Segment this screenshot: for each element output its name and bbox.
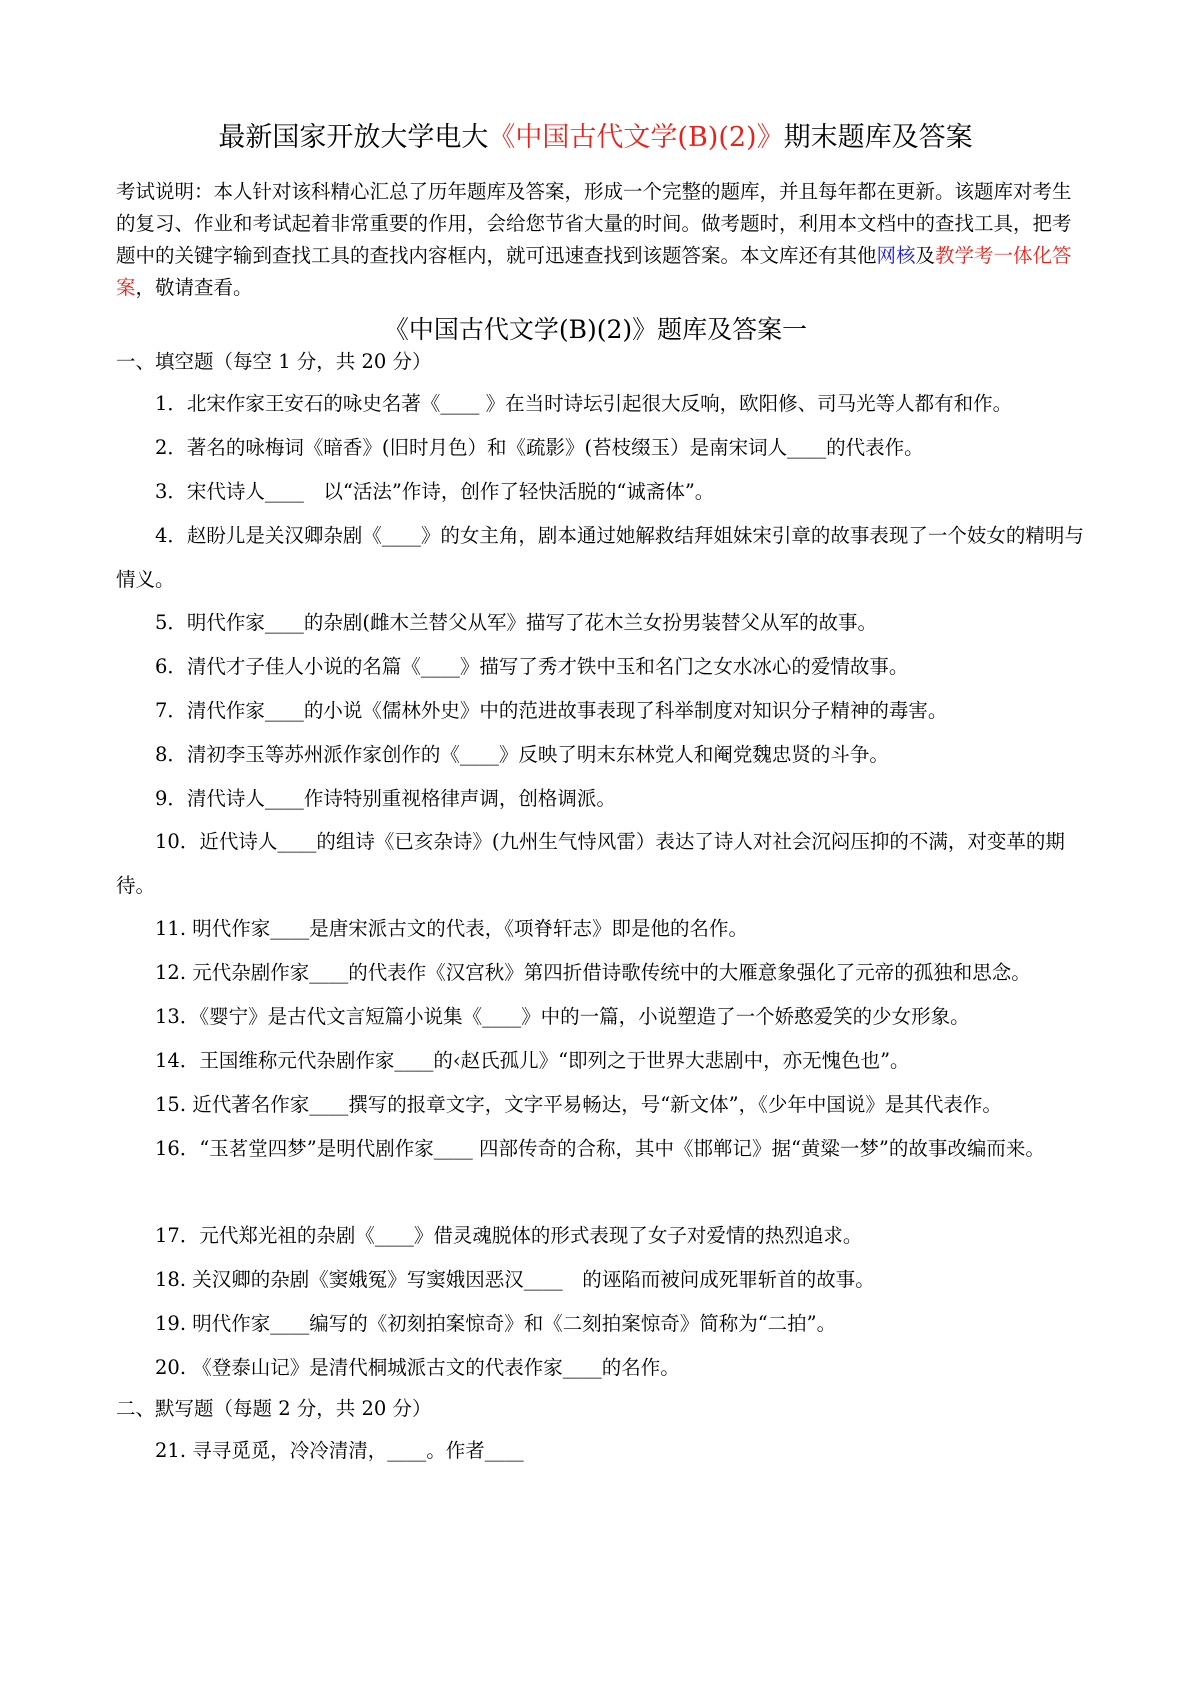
document-subtitle: 《中国古代文学(B)(2)》题库及答案一 [383, 315, 808, 344]
question-20: 20. 《登泰山记》是清代桐城派古文的代表作家____的名作。 [155, 1356, 680, 1379]
question-16: 16．“玉茗堂四梦”是明代剧作家____ 四部传奇的合称，其中《邯郸记》据“黄粱一梦”的故事改编而来。 [155, 1137, 1045, 1160]
title-suffix: 期末题库及答案 [783, 122, 973, 153]
question-8: 8．清初李玉等苏州派作家创作的《____》反映了明末东林党人和阉党魏忠贤的斗争。 [155, 743, 889, 766]
exam-instructions [116, 176, 1082, 304]
intro-ending: ，敬请查看。 [135, 276, 253, 299]
question-18: 18. 关汉卿的杂剧《窦娥冤》写窦娥因恶汉____ 的诬陷而被问成死罪斩首的故事。 [155, 1268, 875, 1291]
section-heading-fill-blanks: 一、填空题（每空 1 分，共 20 分） [116, 350, 432, 373]
question-19: 19. 明代作家____编写的《初刻拍案惊奇》和《二刻拍案惊奇》简称为“二拍”。 [155, 1312, 837, 1335]
question-2: 2．著名的咏梅词《暗香》(旧时月色）和《疏影》(苔枝缀玉）是南宋词人____的代表作。 [155, 436, 924, 459]
title-course-name: 《中国古代文学(B)(2)》 [488, 122, 784, 153]
document-title [0, 120, 1191, 156]
question-13: 13．《婴宁》是古代文言短篇小说集《____》中的一篇，小说塑造了一个娇憨爱笑的少女形象。 [155, 1005, 970, 1028]
intro-text: 考试说明：本人针对该科精心汇总了历年题库及答案，形成一个完整的题库，并且每年都在更新。该题库对考生的复习、作业和考试起着非常重要的作用，会给您节省大量的时间。做考题时，利用本文档中的查找工具，把考题中的关键字输到查找工具的查找内容框内，就可迅速查找到该题答案。本文库还有其他 [116, 180, 1072, 267]
question-4: 4．赵盼儿是关汉卿杂剧《____》的女主角，剧本通过她解救结拜姐妹宋引章的故事表现了一个妓女的精明与情义。 [116, 524, 1084, 591]
question-3: 3．宋代诗人____ 以“活法”作诗，创作了轻快活脱的“诚斋体”。 [155, 480, 715, 503]
question-9: 9．清代诗人____作诗特别重视格律声调，创格调派。 [155, 787, 616, 810]
section-heading-dictation: 二、默写题（每题 2 分，共 20 分） [116, 1397, 432, 1420]
question-14: 14．王国维称元代杂剧作家____的‹赵氏孤儿》“即列之于世界大悲剧中，亦无愧色也”。 [155, 1049, 910, 1072]
question-21: 21. 寻寻觅觅，冷冷清清，____。作者____ [155, 1439, 524, 1462]
question-10: 10．近代诗人____的组诗《已亥杂诗》(九州生气恃风雷）表达了诗人对社会沉闷压抑的不满，对变革的期待。 [116, 830, 1065, 897]
intro-conjunction: 及 [915, 244, 936, 267]
question-1: 1．北宋作家王安石的咏史名著《____ 》在当时诗坛引起很大反响，欧阳修、司马光等人都有和作。 [155, 392, 1013, 415]
intro-link-wanghe[interactable]: 网核 [876, 244, 916, 267]
title-prefix: 最新国家开放大学电大 [218, 122, 489, 153]
question-5: 5．明代作家____的杂剧(雌木兰替父从军》描写了花木兰女扮男装替父从军的故事。 [155, 611, 878, 634]
question-6: 6．清代才子佳人小说的名篇《____》描写了秀才铁中玉和名门之女水冰心的爱情故事。 [155, 655, 909, 678]
question-7: 7．清代作家____的小说《儒林外史》中的范进故事表现了科举制度对知识分子精神的毒害。 [155, 699, 948, 722]
question-15: 15. 近代著名作家____撰写的报章文字，文字平易畅达，号“新文体”，《少年中国说》是其代表作。 [155, 1093, 1002, 1116]
question-17: 17．元代郑光祖的杂剧《____》借灵魂脱体的形式表现了女子对爱情的热烈追求。 [155, 1224, 863, 1247]
question-12: 12. 元代杂剧作家____的代表作《汉宫秋》第四折借诗歌传统中的大雁意象强化了元帝的孤独和思念。 [155, 961, 1031, 984]
question-11: 11. 明代作家____是唐宋派古文的代表，《项脊轩志》即是他的名作。 [155, 917, 748, 940]
intro-link-answers[interactable]: 教学考一体化答案 [116, 244, 1072, 299]
